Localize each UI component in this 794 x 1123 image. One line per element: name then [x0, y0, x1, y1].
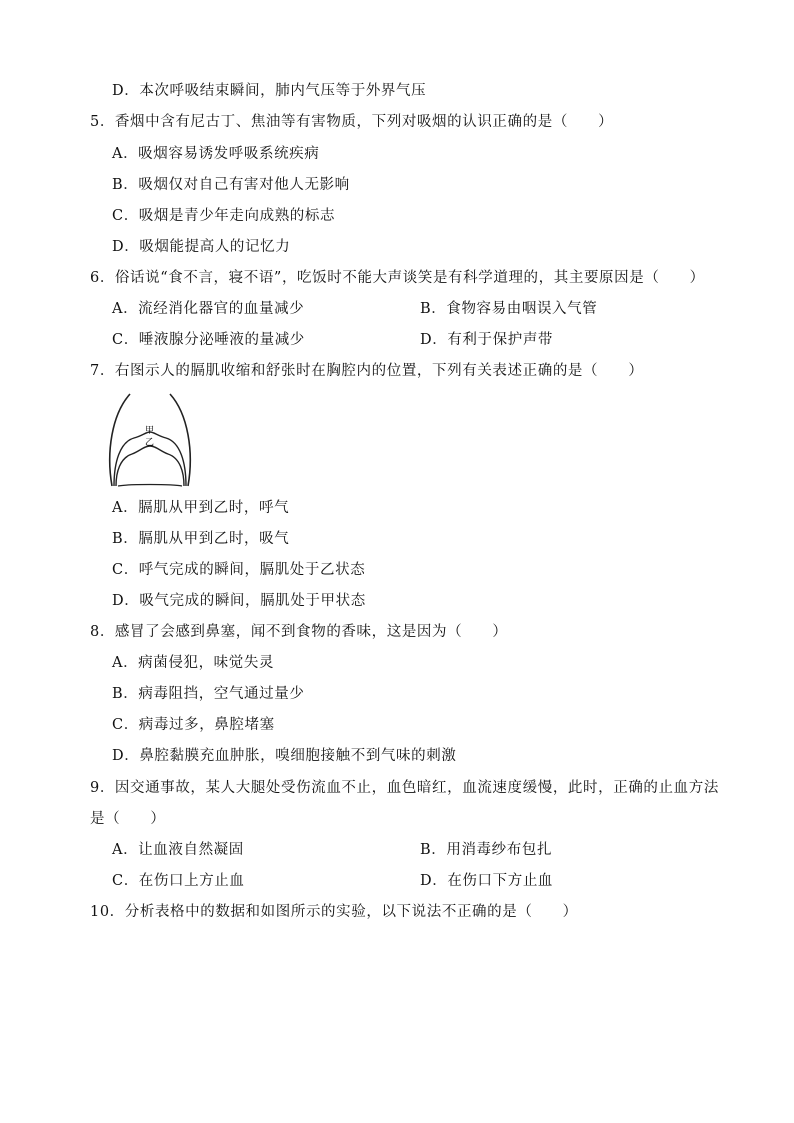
question-7-stem: 7．右图示人的膈肌收缩和舒张时在胸腔内的位置，下列有关表述正确的是（ ）: [90, 363, 644, 379]
question-7-option-d: D．吸气完成的瞬间，膈肌处于甲状态: [112, 593, 366, 609]
question-9-option-c: C．在伤口上方止血: [112, 873, 245, 889]
question-6-option-d: D．有利于保护声带: [420, 332, 554, 348]
question-6-option-a: A．流经消化器官的血量减少: [112, 301, 305, 317]
figure-label-yi: 乙: [145, 438, 155, 448]
question-8-option-b: B．病毒阻挡，空气通过量少: [112, 686, 305, 702]
question-8-stem: 8．感冒了会感到鼻塞，闻不到食物的香味，这是因为（ ）: [90, 624, 508, 640]
chest-cavity-outline-right: [170, 394, 190, 486]
question-7-option-c: C．呼气完成的瞬间，膈肌处于乙状态: [112, 562, 366, 578]
diaphragm-position-yi: [116, 446, 184, 486]
question-7-option-b: B．膈肌从甲到乙时，吸气: [112, 531, 290, 547]
question-6-option-b: B．食物容易由咽误入气管: [420, 301, 598, 317]
question-9-stem-line-1: 9．因交通事故，某人大腿处受伤流血不止，血色暗红，血流速度缓慢，此时，正确的止血方法: [90, 780, 719, 796]
question-6-option-c: C．唾液腺分泌唾液的量减少: [112, 332, 305, 348]
question-6-stem: 6．俗话说“食不言，寝不语”，吃饭时不能大声谈笑是有科学道理的，其主要原因是（ ）: [90, 270, 705, 286]
chest-cavity-outline: [110, 394, 130, 486]
question-4-option-d: D．本次呼吸结束瞬间，肺内气压等于外界气压: [112, 83, 427, 99]
question-5-stem: 5．香烟中含有尼古丁、焦油等有害物质，下列对吸烟的认识正确的是（ ）: [90, 114, 614, 130]
question-9-option-d: D．在伤口下方止血: [420, 873, 554, 889]
question-9-option-b: B．用消毒纱布包扎: [420, 842, 553, 858]
figure-label-jia: 甲: [145, 426, 155, 436]
question-10-stem: 10．分析表格中的数据和如图所示的实验，以下说法不正确的是（ ）: [90, 904, 578, 920]
question-8-option-a: A．病菌侵犯，味觉失灵: [112, 655, 275, 671]
question-9-stem-line-2: 是（ ）: [90, 811, 166, 827]
question-5-option-a: A．吸烟容易诱发呼吸系统疾病: [112, 146, 320, 162]
diaphragm-figure: [104, 392, 196, 490]
diaphragm-base-line: [118, 485, 182, 487]
question-5-option-c: C．吸烟是青少年走向成熟的标志: [112, 208, 336, 224]
question-5-option-d: D．吸烟能提高人的记忆力: [112, 239, 291, 255]
question-8-option-c: C．病毒过多，鼻腔堵塞: [112, 717, 275, 733]
question-7-option-a: A．膈肌从甲到乙时，呼气: [112, 500, 290, 516]
question-8-option-d: D．鼻腔黏膜充血肿胀，嗅细胞接触不到气味的刺激: [112, 748, 457, 764]
question-9-option-a: A．让血液自然凝固: [112, 842, 244, 858]
question-5-option-b: B．吸烟仅对自己有害对他人无影响: [112, 177, 350, 193]
